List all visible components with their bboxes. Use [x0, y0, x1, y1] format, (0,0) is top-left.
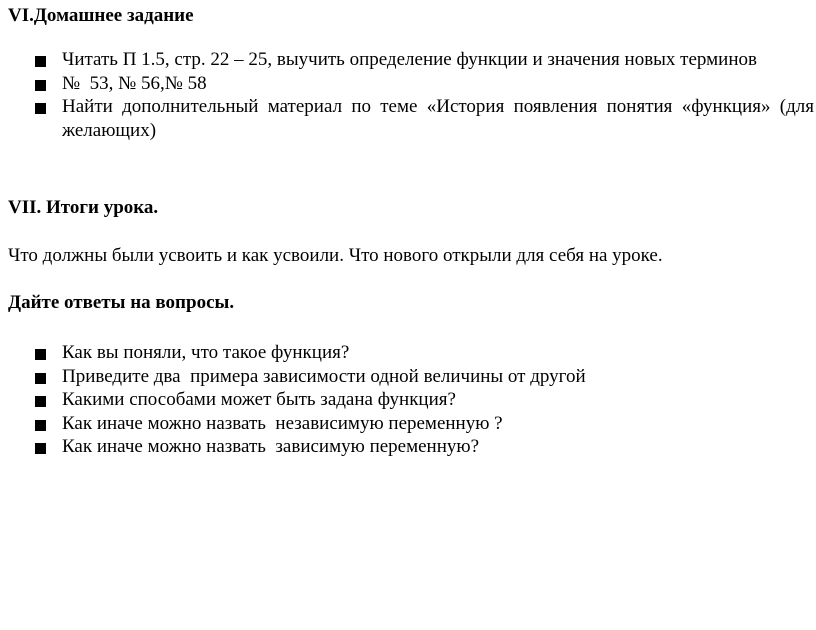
- list-item: [0, 388, 586, 412]
- list-item: [0, 412, 586, 436]
- summary-text: Что должны были усвоить и как усвоили. Что нового открыли для себя на уроке.: [8, 245, 663, 266]
- list-item: [0, 435, 586, 459]
- list-item: [0, 95, 814, 142]
- square-bullet-icon: [35, 420, 46, 431]
- homework-heading: VI.Домашнее задание: [8, 5, 194, 26]
- list-item-text: Как иначе можно назвать зависимую переменную?: [62, 436, 480, 457]
- square-bullet-icon: [35, 396, 46, 407]
- list-item-text: № 53, № 56,№ 58: [62, 72, 207, 94]
- questions-heading: Дайте ответы на вопросы.: [8, 292, 235, 313]
- list-item: [0, 48, 814, 72]
- list-item: [0, 341, 586, 365]
- questions-list: [0, 341, 586, 459]
- square-bullet-icon: [35, 349, 46, 360]
- summary-heading: VII. Итоги урока.: [8, 197, 159, 218]
- list-item-text: Приведите два примера зависимости одной величины от другой: [62, 365, 586, 387]
- list-item-text: Найти дополнительный материал по теме «История появления понятия «функция» (для желающих): [62, 96, 814, 141]
- square-bullet-icon: [35, 443, 46, 454]
- list-item-text: Читать П 1.5, стр. 22 – 25, выучить определение функции и значения новых терминов: [62, 49, 757, 70]
- list-item-text: Как иначе можно назвать независимую переменную ?: [62, 412, 503, 434]
- list-item: [0, 72, 814, 96]
- square-bullet-icon: [35, 56, 46, 67]
- list-item-text: Какими способами может быть задана функция?: [62, 389, 456, 410]
- square-bullet-icon: [35, 103, 46, 114]
- square-bullet-icon: [35, 80, 46, 91]
- square-bullet-icon: [35, 373, 46, 384]
- list-item-text: Как вы поняли, что такое функция?: [62, 342, 350, 363]
- homework-list: [0, 48, 814, 142]
- list-item: [0, 365, 586, 389]
